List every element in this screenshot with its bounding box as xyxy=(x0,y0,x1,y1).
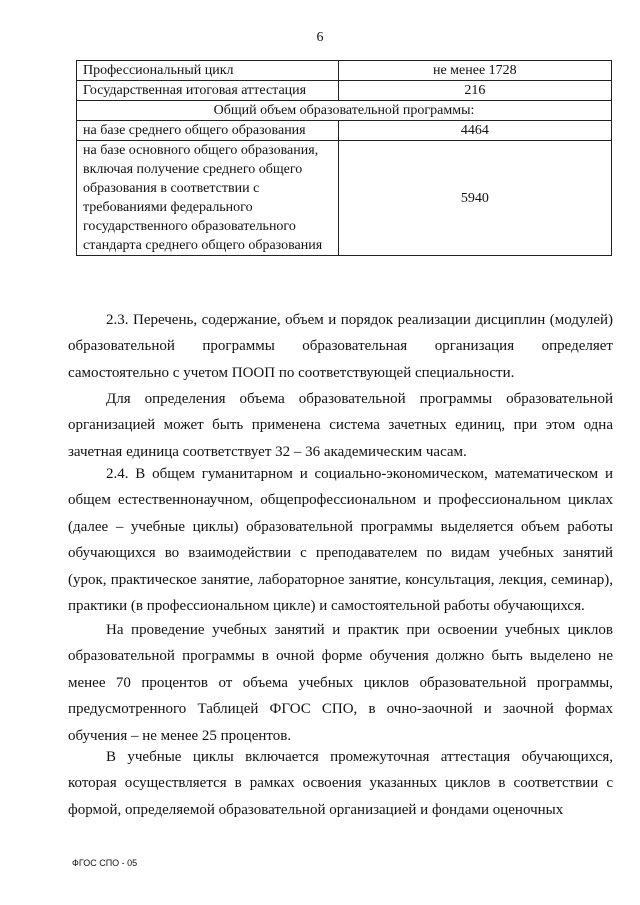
table-row xyxy=(77,141,612,256)
table-cell-label: Профессиональный цикл xyxy=(77,61,339,81)
footer-label: ФГОС СПО - 05 xyxy=(72,858,138,868)
table-cell-value: не менее 1728 xyxy=(338,61,611,81)
table-cell-label: на базе среднего общего образования xyxy=(77,121,339,141)
table-row xyxy=(77,101,612,121)
paragraph-attestation: В учебные циклы включается промежуточная аттестация обучающихся, которая осуществляется в рамках освоения указанных циклов в соответствии с формой, определяемой образовательной организацией и фондами оценочных xyxy=(68,749,613,818)
paragraph-2-4: 2.4. В общем гуманитарном и социально-экономическом, математическом и общем естественнонаучном, общепрофессиональном и профессиональном циклах (далее – учебные циклы) образовательной программы выделяется объем работы обучающихся во взаимодействии с преподавателем по видам учебных занятий (урок, практическое занятие, лабораторное занятие, консультация, лекция, семинар), практики (в профессиональном цикле) и самостоятельной работы обучающихся. xyxy=(68,466,613,615)
table-cell-value: 5940 xyxy=(338,141,611,256)
table-cell-value: 216 xyxy=(338,81,611,101)
table-row xyxy=(77,121,612,141)
paragraph-credit-units: Для определения объема образовательной программы образовательной организацией может быть применена система зачетных единиц, при этом одна зачетная единица соответствует 32 – 36 академическим часам. xyxy=(68,391,613,460)
table-cell-label: на базе основного общего образования, включая получение среднего общего образования в соответствии с требованиями федерального государственного образовательного стандарта среднего общего образования xyxy=(77,141,339,256)
page-number: 6 xyxy=(316,30,324,45)
table-cell-value: 4464 xyxy=(338,121,611,141)
table-cell-label: Государственная итоговая аттестация xyxy=(77,81,339,101)
paragraph-classes-practice: На проведение учебных занятий и практик при освоении учебных циклов образовательной программы в очной форме обучения должно быть выделено не менее 70 процентов от объема учебных циклов образовательной программы, предусмотренного Таблицей ФГОС СПО, в очно-заочной и заочной формах обучения – не менее 25 процентов. xyxy=(68,622,613,744)
table-row xyxy=(77,81,612,101)
program-volume-table xyxy=(76,60,612,256)
table-section-header: Общий объем образовательной программы: xyxy=(77,101,612,121)
table-row xyxy=(77,61,612,81)
paragraph-2-3: 2.3. Перечень, содержание, объем и порядок реализации дисциплин (модулей) образовательной программы образовательная организация определяет самостоятельно с учетом ПООП по соответствующей специальности. xyxy=(68,312,613,381)
